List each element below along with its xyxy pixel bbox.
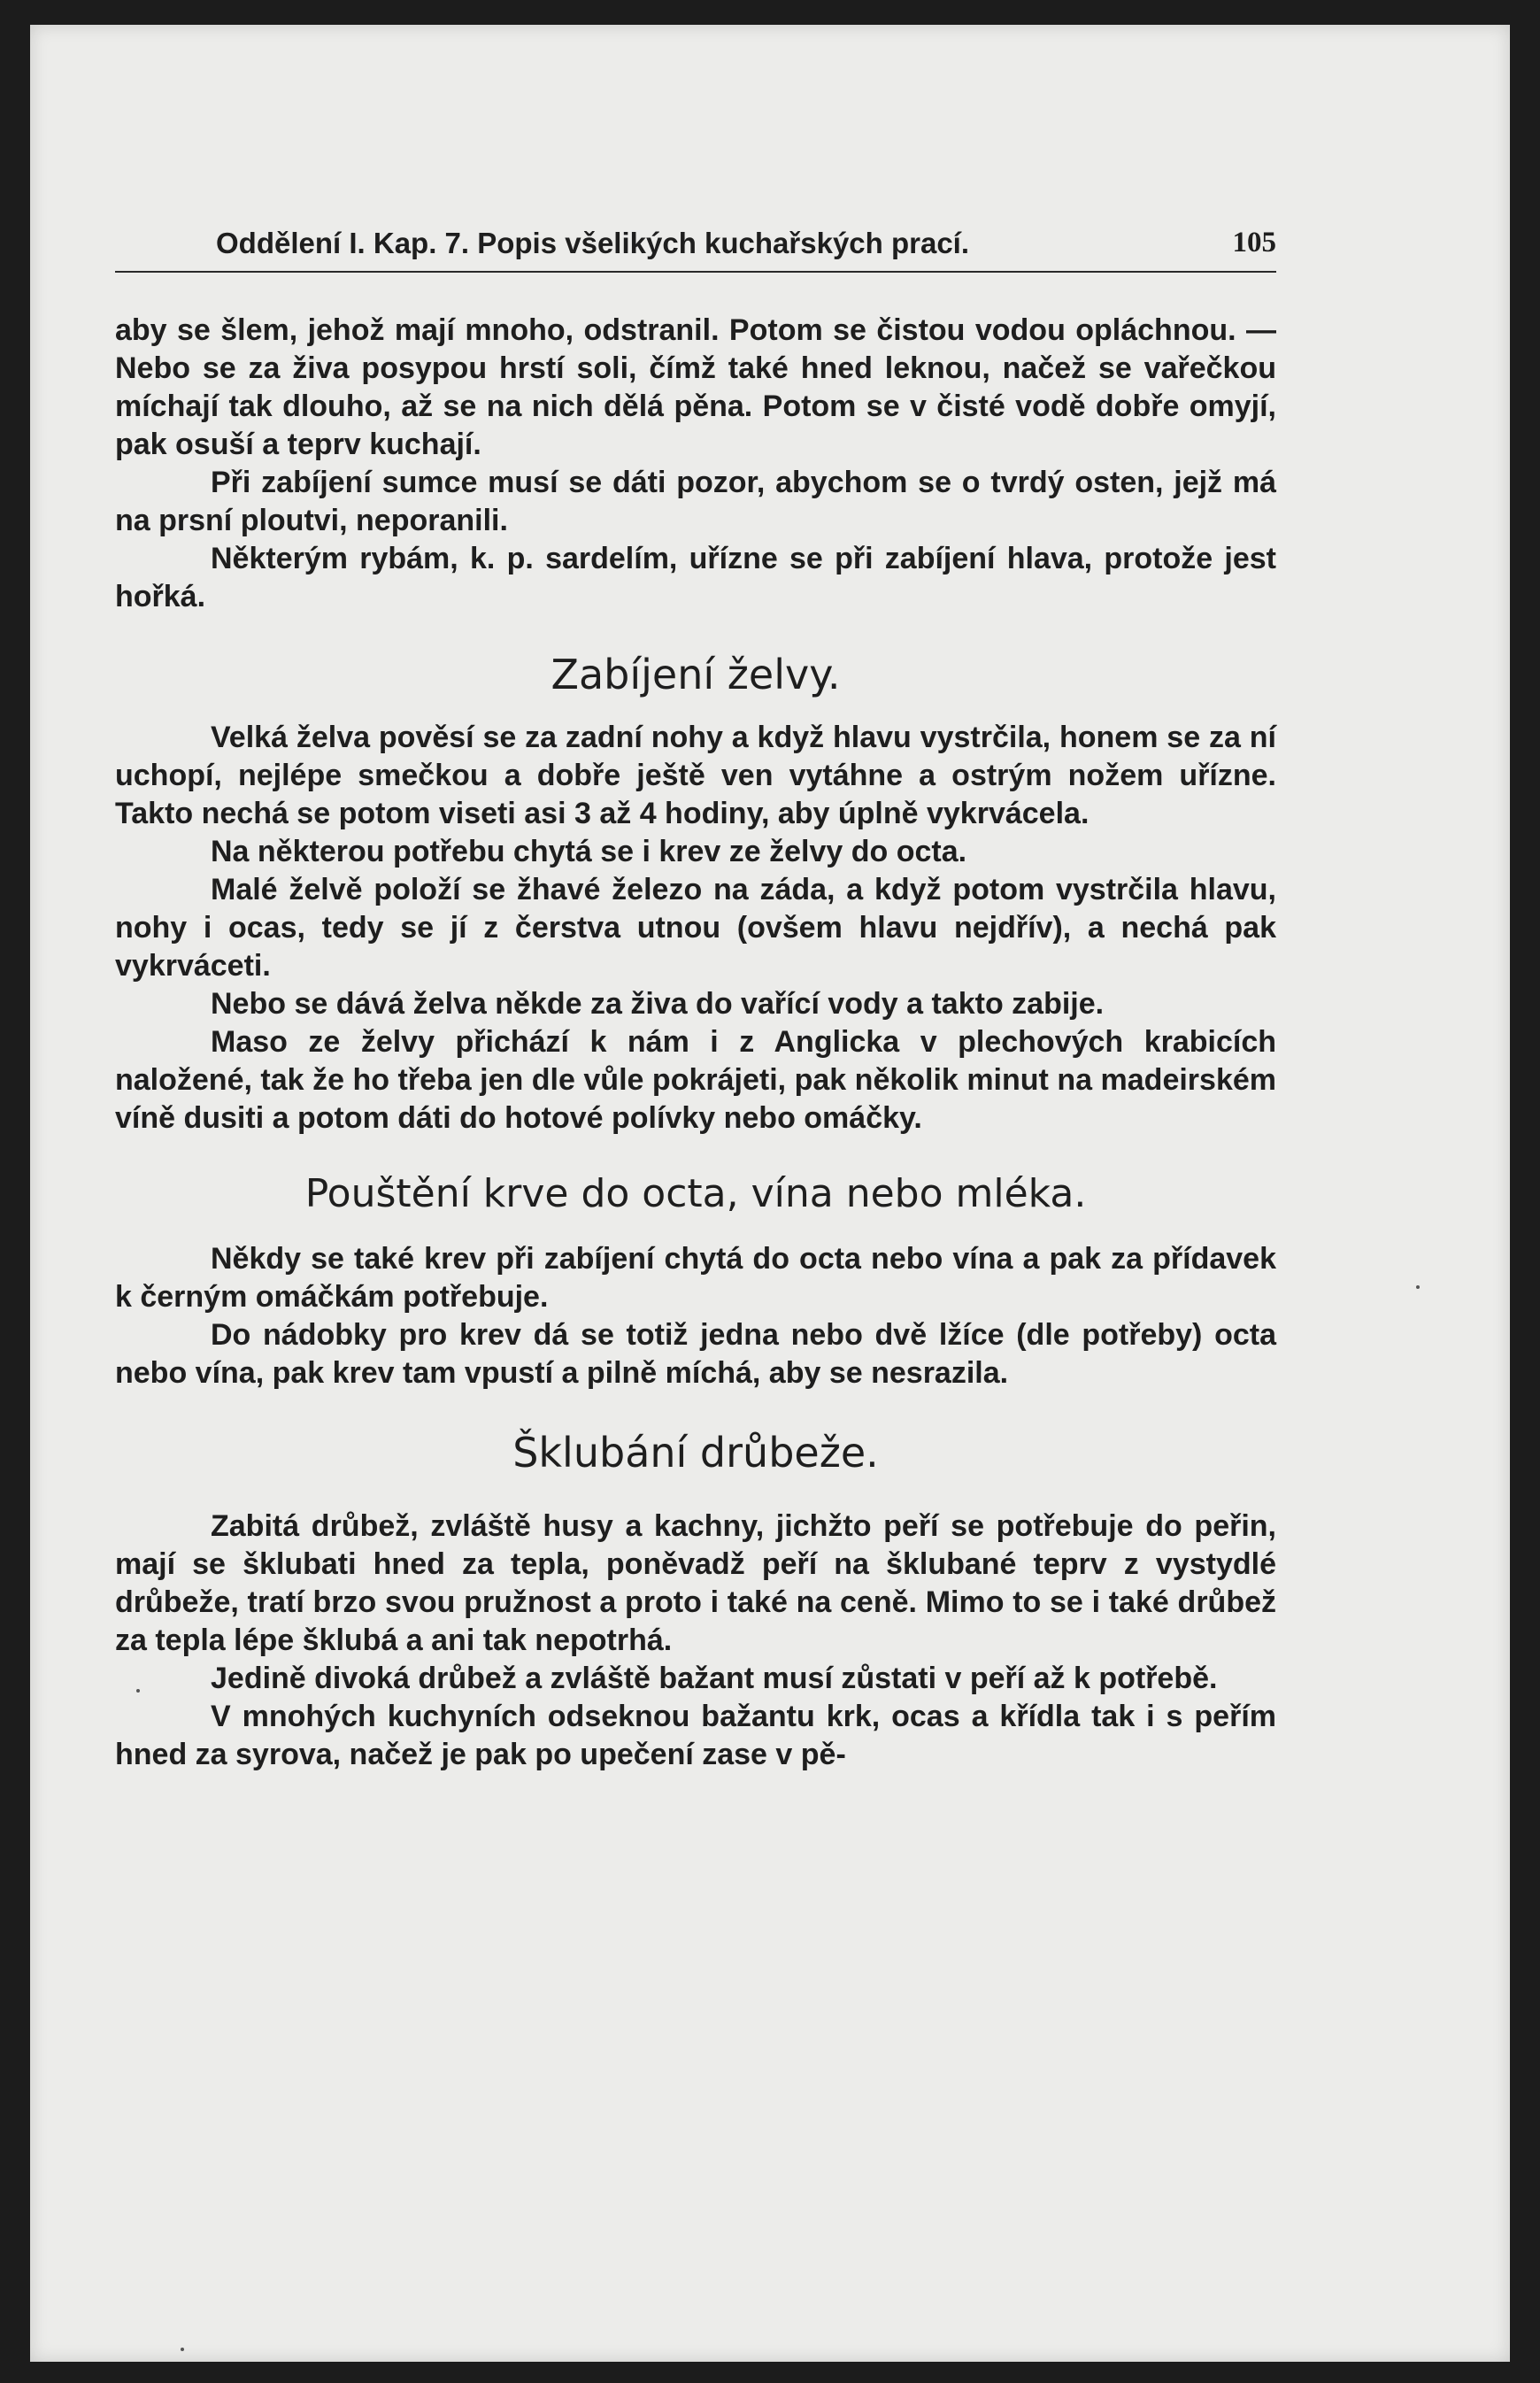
paragraph: Do nádobky pro krev dá se totiž jedna nebo dvě lžíce (dle potřeby) octa nebo vína, pak krev tam vpustí a pilně míchá, aby se nesrazila. (115, 1318, 1276, 1390)
section-heading: Pouštění krve do octa, vína nebo mléka. (304, 1171, 1087, 1216)
page-speck (181, 2348, 184, 2351)
paragraph: V mnohých kuchyních odseknou bažantu krk, ocas a křídla tak i s peřím hned za syrova, načež je pak po upečení zase v pě- (115, 1700, 1276, 1771)
section-body (115, 719, 1276, 1138)
section-body (115, 1240, 1276, 1392)
paragraph: Velká želva pověsí se za zadní nohy a když hlavu vystrčila, honem se za ní uchopí, nejlépe smečkou a dobře ještě ven vytáhne a ostrým nožem uřízne. Takto nechá se potom viseti asi 3 až 4 hodiny, aby úplně vykrvácela. (115, 721, 1276, 830)
paragraph: Při zabíjení sumce musí se dáti pozor, abychom se o tvrdý osten, jejž má na prsní ploutvi, neporanili. (115, 466, 1276, 537)
section-heading: Šklubání drůbeže. (512, 1429, 879, 1477)
page-number: 105 (1232, 227, 1276, 258)
page-speck (1416, 1285, 1420, 1289)
paragraph: Zabitá drůbež, zvláště husy a kachny, jichžto peří se potřebuje do peřin, mají se šklubati hned za tepla, poněvadž peří na šklubané teprv z vystydlé drůbeže, tratí brzo svou pružnost a proto i také na ceně. Mimo to se i také drůbež za tepla lépe šklubá a ani tak nepotrhá. (115, 1509, 1276, 1657)
paragraph: Některým rybám, k. p. sardelím, uřízne se při zabíjení hlava, protože jest hořká. (115, 542, 1276, 613)
running-title: Oddělení I. Kap. 7. Popis všelikých kuchařských prací. (216, 227, 970, 259)
paragraph: Na některou potřebu chytá se i krev ze želvy do octa. (211, 835, 967, 868)
paragraph: Malé želvě položí se žhavé železo na záda, a když potom vystrčila hlavu, nohy i ocas, tedy se jí z čerstva utnou (ovšem hlavu nejdřív), a nechá pak vykrváceti. (115, 873, 1276, 983)
paragraph: Nebo se dává želva někde za živa do vařící vody a takto zabije. (211, 987, 1105, 1021)
section-heading: Zabíjení želvy. (551, 651, 841, 698)
running-head (115, 227, 1276, 273)
paragraph: aby se šlem, jehož mají mnoho, odstranil. Potom se čistou vodou opláchnou. — Nebo se za živa posypou hrstí soli, čímž také hned leknou, načež se vařečkou míchají tak dlouho, až se na nich dělá pěna. Potom se v čisté vodě dobře omyjí, pak osuší a teprv kuchají. (115, 313, 1276, 461)
paragraph: Maso ze želvy přichází k nám i z Anglicka v plechových krabicích naložené, tak že ho třeba jen dle vůle pokrájeti, pak několik minut na madeirském víně dusiti a potom dáti do hotové polívky nebo omáčky. (115, 1025, 1276, 1135)
text-block (115, 227, 1276, 1774)
section-body (115, 1508, 1276, 1774)
book-page (30, 25, 1510, 2362)
paragraph: Jedině divoká drůbež a zvláště bažant musí zůstati v peří až k potřebě. (211, 1662, 1218, 1695)
paragraph: Někdy se také krev při zabíjení chytá do octa nebo vína a pak za přídavek k černým omáčkám potřebuje. (115, 1242, 1276, 1314)
intro-text (115, 312, 1276, 616)
